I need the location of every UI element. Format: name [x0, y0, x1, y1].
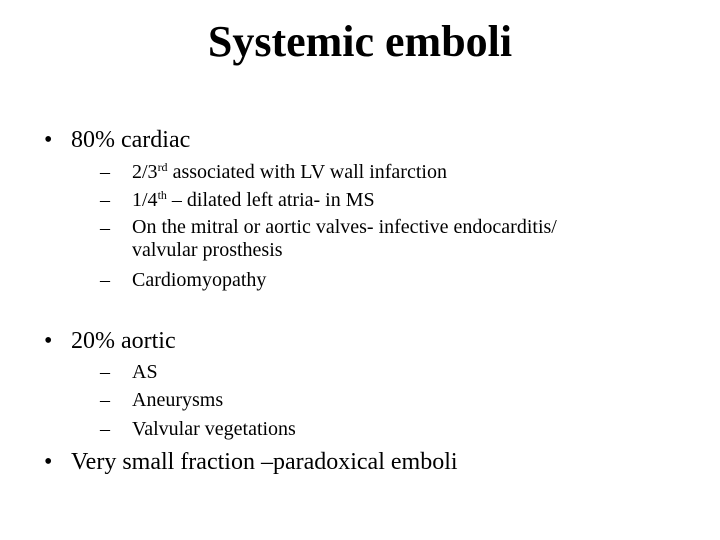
- bullet-icon: •: [44, 328, 53, 354]
- sub-item-text: Aneurysms: [132, 389, 224, 411]
- bullet-label: 20% aortic: [71, 328, 176, 354]
- bullet-aortic: [44, 327, 176, 355]
- sub-item-text: [102, 160, 447, 184]
- bullet-icon: •: [44, 449, 53, 475]
- dash-icon: –: [100, 389, 110, 411]
- sub-item: [102, 160, 447, 184]
- dash-icon: –: [100, 361, 110, 383]
- sub-item-text-pre: 2/3: [132, 161, 158, 183]
- bullet-paradoxical: [44, 448, 458, 476]
- sub-item-text-post: – dilated left atria- in MS: [166, 189, 375, 211]
- sub-item: [102, 268, 266, 292]
- sub-item: [102, 216, 622, 262]
- dash-icon: –: [100, 189, 110, 211]
- sub-item-text: Valvular vegetations: [132, 418, 296, 440]
- sub-item-text-post: associated with LV wall infarction: [167, 161, 447, 183]
- dash-icon: –: [100, 418, 110, 440]
- sub-item-text: AS: [132, 361, 158, 383]
- slide-title: Systemic emboli: [207, 17, 513, 66]
- ordinal-suffix: th: [157, 188, 167, 202]
- bullet-cardiac: [44, 126, 190, 154]
- sub-item-text-pre: 1/4: [132, 189, 158, 211]
- dash-icon: –: [100, 269, 110, 291]
- sub-item-text: On the mitral or aortic valves- infective endocarditis/ valvular prosthesis: [132, 216, 557, 261]
- sub-item: [102, 388, 223, 412]
- sub-item: [102, 188, 375, 212]
- bullet-label: 80% cardiac: [71, 127, 191, 153]
- bullet-icon: •: [44, 127, 53, 153]
- bullet-label: Very small fraction –paradoxical emboli: [71, 449, 458, 475]
- sub-item: [102, 360, 158, 384]
- dash-icon: –: [100, 217, 110, 239]
- sub-item-text: Cardiomyopathy: [132, 269, 267, 291]
- ordinal-suffix: rd: [157, 160, 168, 174]
- sub-item: [102, 417, 296, 441]
- sub-item-text: [102, 188, 375, 212]
- dash-icon: –: [100, 161, 110, 183]
